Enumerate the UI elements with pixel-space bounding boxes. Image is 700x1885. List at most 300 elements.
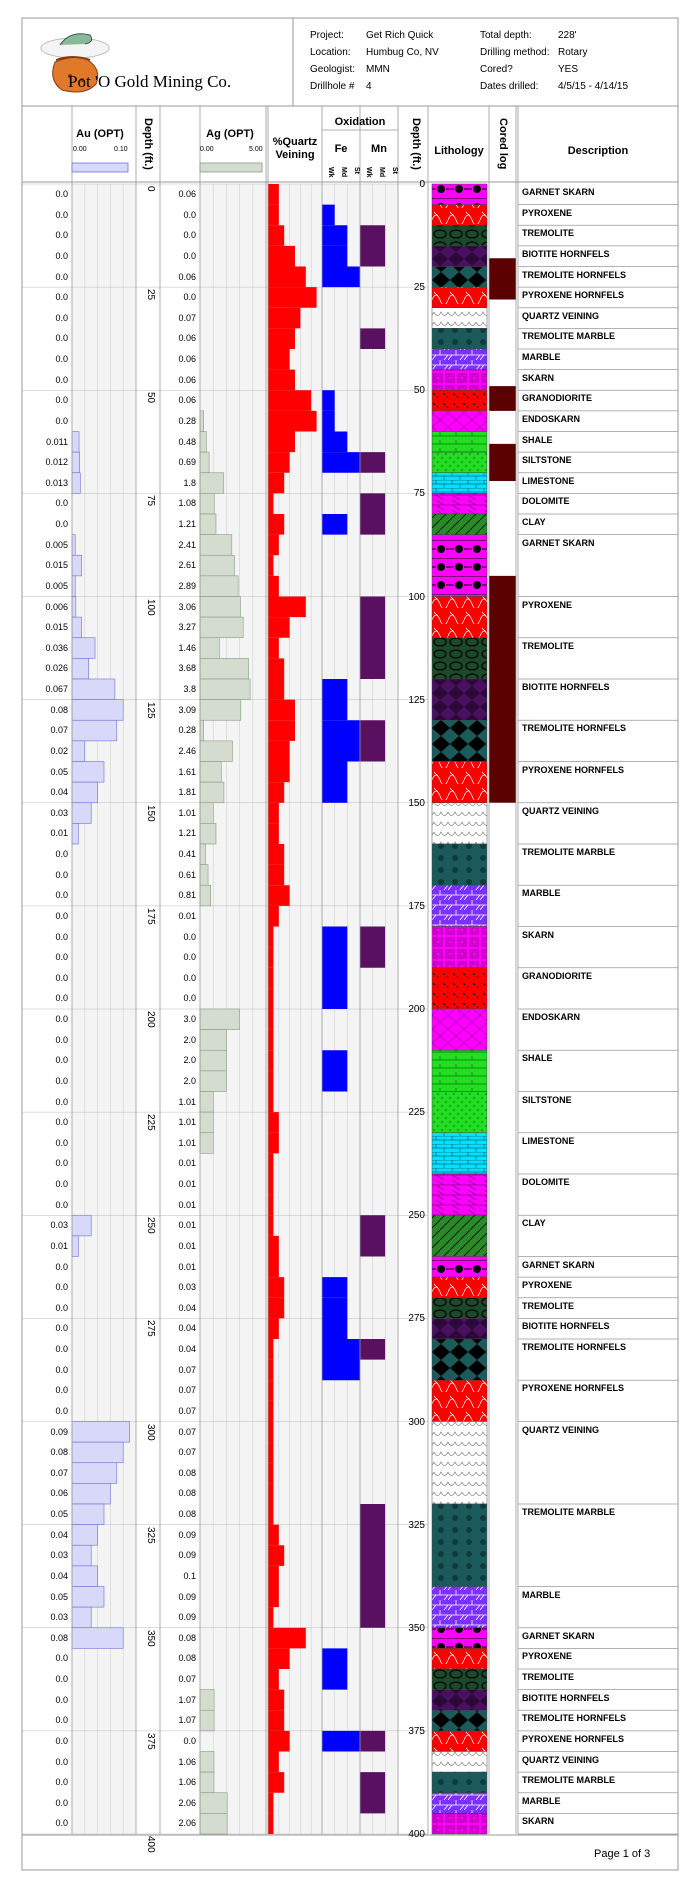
ag-value-25: 3.09 [178,704,196,715]
au-value-46: 0.0 [55,1137,68,1148]
quartz-column-title-1: %Quartz [272,136,318,148]
quartz-bar-16 [268,514,284,535]
au-value-69: 0.03 [50,1612,68,1623]
au-legend-swatch [72,163,128,172]
cored-log-column [489,258,516,803]
au-value-4: 0.0 [55,271,68,282]
ag-value-26: 0.28 [178,725,196,736]
ag-bar-34 [200,885,211,906]
au-value-68: 0.05 [50,1591,68,1602]
description-19: TREMOLITE [522,640,574,651]
description-5: PYROXENE HORNFELS [522,290,625,301]
description-4: TREMOLITE HORNFELS [522,269,626,280]
lithology-pyroxene-35 [432,1277,487,1298]
mn-bar-9 [360,1504,385,1628]
quartz-bar-43 [268,1071,273,1092]
ag-bar-40 [200,1009,240,1030]
quartz-bar-28 [268,762,290,783]
lithology-quartz-23 [432,803,487,844]
au-bar-61 [72,1442,123,1463]
description-11: ENDOSKARN [522,413,581,424]
description-33: CLAY [522,1218,546,1229]
au-value-28: 0.05 [50,766,68,777]
depth-left-tick-15: 375 [145,1732,156,1750]
ag-bar-78 [200,1793,227,1814]
depth-left-tick-8: 200 [145,1011,156,1028]
quartz-bar-32 [268,844,284,865]
ag-value-76: 1.06 [178,1756,196,1767]
description-43: GARNET SKARN [522,1630,595,1641]
mn-bar-2 [360,452,385,473]
au-value-78: 0.0 [55,1797,68,1808]
au-value-60: 0.09 [50,1426,68,1437]
description-31: LIMESTONE [522,1135,575,1146]
au-value-62: 0.07 [50,1467,68,1478]
ag-value-50: 0.01 [178,1220,196,1231]
au-value-65: 0.04 [50,1529,68,1540]
ag-value-3: 0.0 [183,250,196,261]
au-bar-28 [72,762,104,783]
fe-wk-label: Wk [327,167,334,178]
au-value-3: 0.0 [55,250,68,261]
lithology-shale-12 [432,432,487,453]
mn-wk-label: Wk [365,167,372,178]
ag-value-61: 0.07 [178,1447,196,1458]
depth-right-tick-9: 225 [408,1107,425,1119]
description-50: TREMOLITE MARBLE [522,1775,615,1786]
mn-bar-7 [360,1215,385,1256]
lithology-column-title: Lithology [434,145,484,157]
ag-bar-12 [200,432,206,453]
ag-bar-26 [200,720,204,741]
description-30: SILTSTONE [522,1094,572,1105]
lithology-marble-42 [432,1587,487,1628]
lithology-pyroxene-39 [432,1380,487,1421]
quartz-bar-68 [268,1587,279,1608]
ag-value-12: 0.48 [178,436,196,447]
au-bar-67 [72,1566,98,1587]
quartz-bar-31 [268,823,279,844]
lithology-granodiorite-27 [432,968,487,1009]
quartz-bar-36 [268,927,273,948]
lithology-tremhorn-47 [432,1710,487,1731]
ag-value-0: 0.06 [178,189,196,199]
fe-md-label: Md [340,167,347,178]
drilling-method-label: Drilling method: [480,47,550,58]
lithology-limestone-14 [432,473,487,494]
au-value-6: 0.0 [55,312,68,323]
total-depth-label: Total depth: [480,30,532,41]
au-value-2: 0.0 [55,230,68,241]
au-value-32: 0.0 [55,849,68,859]
lithology-granodiorite-10 [432,390,487,411]
quartz-bar-38 [268,968,273,989]
cored-value: YES [558,64,579,75]
ag-value-52: 0.01 [178,1261,196,1272]
ag-column-title: Ag (OPT) [206,128,254,140]
au-bar-17 [72,535,75,556]
quartz-bar-12 [268,432,295,453]
fe-bar-2 [322,246,347,267]
au-value-70: 0.08 [50,1632,68,1643]
ag-value-71: 0.08 [178,1653,196,1664]
description-10: GRANODIORITE [522,393,593,404]
au-bar-25 [72,700,123,721]
quartz-bar-27 [268,741,290,762]
depth-left-tick-10: 250 [145,1217,156,1234]
ag-value-21: 3.27 [178,622,196,633]
description-0: GARNET SKARN [522,187,595,197]
lithology-dolomite-15 [432,493,487,514]
description-23: QUARTZ VEINING [522,805,600,816]
au-value-41: 0.0 [55,1034,68,1045]
ag-value-33: 0.61 [178,869,196,880]
au-bar-26 [72,720,117,741]
ag-value-5: 0.0 [183,292,196,303]
ag-value-54: 0.04 [178,1302,196,1313]
fe-bar-14 [322,1277,347,1298]
au-bar-60 [72,1422,130,1443]
description-13: SILTSTONE [522,455,572,466]
au-value-61: 0.08 [50,1447,68,1458]
description-18: PYROXENE [522,599,573,610]
quartz-bar-65 [268,1525,279,1546]
mn-bar-1 [360,328,385,349]
ag-value-7: 0.06 [178,333,196,344]
au-value-15: 0.0 [55,498,68,509]
ag-value-41: 2.0 [183,1034,196,1045]
depth-right-tick-12: 300 [408,1416,425,1428]
au-bar-27 [72,741,85,762]
au-value-74: 0.0 [55,1715,68,1726]
au-value-20: 0.006 [45,601,68,612]
quartz-bar-77 [268,1772,284,1793]
ag-bar-16 [200,514,216,535]
au-bar-50 [72,1215,91,1236]
quartz-bar-56 [268,1339,273,1360]
quartz-bar-48 [268,1174,273,1195]
ag-value-67: 0.1 [183,1570,196,1581]
ag-value-65: 0.09 [178,1529,196,1540]
au-value-18: 0.015 [45,560,68,571]
au-value-55: 0.0 [55,1323,68,1334]
quartz-bar-67 [268,1566,279,1587]
ag-value-16: 1.21 [178,519,196,529]
ag-value-56: 0.04 [178,1344,196,1354]
quartz-bar-7 [268,328,295,349]
quartz-bar-37 [268,947,273,968]
quartz-bar-44 [268,1092,273,1113]
au-value-50: 0.03 [50,1220,68,1231]
ag-value-62: 0.08 [178,1467,196,1478]
au-value-47: 0.0 [55,1158,68,1169]
lithology-skarn-43 [432,1628,487,1649]
ag-value-38: 0.0 [183,972,196,983]
quartz-bar-35 [268,906,279,927]
ag-value-57: 0.07 [178,1364,196,1375]
ag-value-24: 3.8 [183,684,196,694]
depth-column-title-left: Depth (ft.) [142,118,154,170]
quartz-bar-33 [268,865,284,886]
lithology-clay-33 [432,1215,487,1256]
ag-value-2: 0.0 [183,230,196,241]
ag-value-47: 0.01 [178,1158,196,1169]
au-value-66: 0.03 [50,1550,68,1561]
ag-value-40: 3.0 [183,1014,196,1024]
oxidation-column-title: Oxidation [334,116,386,128]
fe-column-title: Fe [334,143,348,155]
cored-log-column-title: Cored log [497,118,509,170]
au-bar-63 [72,1483,110,1504]
location-label: Location: [310,47,351,58]
depth-left-tick-6: 150 [145,804,156,822]
description-51: MARBLE [522,1795,561,1806]
depth-right-tick-5: 125 [408,694,425,706]
description-38: TREMOLITE HORNFELS [522,1342,626,1352]
drillhole-label: Drillhole # [310,81,355,92]
depth-left-tick-4: 100 [145,598,156,616]
au-value-73: 0.0 [55,1694,68,1705]
description-48: PYROXENE HORNFELS [522,1733,625,1744]
au-bar-14 [72,473,80,494]
cored-interval-1 [489,386,516,411]
quartz-bar-55 [268,1318,279,1339]
ag-bar-41 [200,1030,226,1051]
au-value-0: 0.0 [55,189,68,199]
cored-interval-2 [489,444,516,481]
ag-value-51: 0.01 [178,1240,196,1251]
quartz-bar-46 [268,1133,279,1154]
ag-bar-11 [200,411,204,432]
au-bar-62 [72,1463,117,1484]
quartz-bar-10 [268,390,311,411]
quartz-bar-13 [268,452,290,473]
au-scale-max: 0.10 [114,146,128,153]
au-value-13: 0.012 [45,457,68,468]
ag-value-34: 0.81 [178,890,196,901]
au-value-7: 0.0 [55,333,68,344]
lithology-endoskarn-28 [432,1009,487,1050]
ag-value-69: 0.09 [178,1612,196,1623]
depth-right-tick-13: 325 [408,1519,425,1531]
au-value-42: 0.0 [55,1055,68,1066]
depth-left-tick-14: 350 [145,1629,156,1647]
quartz-bar-3 [268,246,295,267]
description-7: TREMOLITE MARBLE [522,331,615,342]
description-29: SHALE [522,1053,553,1064]
quartz-bar-71 [268,1648,290,1669]
depth-right-tick-8: 200 [408,1004,425,1015]
ag-value-11: 0.28 [178,415,196,426]
ag-value-29: 1.81 [178,787,196,798]
au-value-29: 0.04 [50,787,68,798]
ag-value-39: 0.0 [183,993,196,1004]
au-value-33: 0.0 [55,869,68,880]
au-bar-31 [72,823,78,844]
au-bar-18 [72,555,82,576]
quartz-bar-52 [268,1257,279,1278]
ag-scale-max: 5.00 [249,146,263,153]
quartz-bar-30 [268,803,279,824]
quartz-bar-79 [268,1813,273,1834]
quartz-bar-26 [268,720,295,741]
quartz-bar-53 [268,1277,284,1298]
geologist-label: Geologist: [310,64,356,75]
au-value-1: 0.0 [55,209,68,220]
ag-value-63: 0.08 [178,1488,196,1499]
ag-value-32: 0.41 [178,849,196,859]
quartz-bar-72 [268,1669,279,1690]
quartz-bar-57 [268,1360,273,1381]
ag-value-79: 2.06 [178,1818,196,1829]
quartz-bar-75 [268,1731,290,1752]
quartz-bar-18 [268,555,273,576]
ag-bar-17 [200,535,232,556]
quartz-bar-66 [268,1545,284,1566]
au-value-35: 0.0 [55,910,68,921]
dates-value: 4/5/15 - 4/14/15 [558,81,629,92]
mn-bar-10 [360,1731,385,1752]
drillhole-value: 4 [366,81,372,92]
au-value-17: 0.005 [45,539,68,550]
ag-value-37: 0.0 [183,952,196,963]
depth-left-tick-16: 400 [145,1836,156,1853]
fe-bar-4 [322,390,335,411]
quartz-bar-76 [268,1752,279,1773]
lithology-skarn-0 [432,184,487,205]
description-2: TREMOLITE [522,228,574,239]
ag-bar-31 [200,823,216,844]
description-42: MARBLE [522,1589,561,1600]
quartz-column-title-2: Veining [275,149,315,161]
au-value-22: 0.036 [45,642,68,653]
quartz-bar-47 [268,1153,273,1174]
au-value-72: 0.0 [55,1674,68,1684]
quartz-bar-1 [268,205,279,226]
fe-bar-13 [322,1050,347,1091]
ag-bar-21 [200,617,243,638]
cored-interval-0 [489,258,516,299]
ag-bar-23 [200,658,249,679]
ag-value-60: 0.07 [178,1426,196,1437]
ag-value-53: 0.03 [178,1282,196,1293]
lithology-tremhorn-21 [432,720,487,761]
cored-interval-3 [489,576,516,803]
company-name: Pot 'O Gold Mining Co. [68,72,232,91]
quartz-bar-50 [268,1215,273,1236]
description-24: TREMOLITE MARBLE [522,847,615,857]
description-20: BIOTITE HORNFELS [522,682,610,692]
description-column-title: Description [567,145,629,157]
description-26: SKARN [522,929,555,940]
lithology-tremmarble-41 [432,1504,487,1587]
au-value-56: 0.0 [55,1344,68,1354]
lithology-pyroxene-18 [432,597,487,638]
lithology-tremolite-19 [432,638,487,679]
ag-bar-33 [200,865,208,886]
mn-column-title: Mn [371,143,387,155]
fe-bar-6 [322,432,347,453]
quartz-bar-54 [268,1298,284,1319]
fe-bar-8 [322,514,347,535]
ag-bar-15 [200,493,214,514]
ag-bar-73 [200,1690,214,1711]
fe-bar-5 [322,411,335,432]
ag-value-15: 1.08 [178,498,196,509]
lithology-pyroxene-22 [432,762,487,803]
ag-value-27: 2.46 [178,745,196,756]
depth-left-tick-13: 325 [145,1526,156,1544]
ag-value-43: 2.0 [183,1075,196,1086]
au-value-25: 0.08 [50,704,68,715]
lithology-tremhorn-38 [432,1339,487,1380]
ag-bar-79 [200,1813,227,1834]
depth-right-tick-14: 350 [408,1622,425,1634]
quartz-bar-15 [268,493,273,514]
ag-bar-28 [200,762,221,783]
drilling-method-value: Rotary [558,47,588,58]
cored-label: Cored? [480,64,513,75]
depth-left-tick-5: 125 [145,701,156,719]
depth-right-tick-2: 50 [413,385,425,397]
au-value-10: 0.0 [55,395,68,406]
quartz-bar-40 [268,1009,273,1030]
quartz-bar-14 [268,473,284,494]
ag-value-55: 0.04 [178,1323,196,1334]
au-value-64: 0.05 [50,1509,68,1519]
description-22: PYROXENE HORNFELS [522,764,625,775]
ag-value-68: 0.09 [178,1591,196,1602]
au-bar-51 [72,1236,78,1257]
lithology-skarn2-26 [432,927,487,968]
quartz-bar-8 [268,349,290,370]
quartz-bar-29 [268,782,284,803]
au-bar-21 [72,617,82,638]
au-value-49: 0.0 [55,1199,68,1210]
mn-bar-4 [360,597,385,680]
au-value-38: 0.0 [55,972,68,983]
au-value-14: 0.013 [45,477,68,488]
lithology-siltstone-13 [432,452,487,473]
quartz-bar-70 [268,1628,306,1649]
depth-right-tick-16: 400 [408,1829,425,1840]
depth-left-tick-11: 275 [145,1320,156,1338]
description-34: GARNET SKARN [522,1259,595,1270]
ag-value-48: 0.01 [178,1179,196,1189]
quartz-bar-42 [268,1050,273,1071]
mn-bar-6 [360,927,385,968]
fe-bar-19 [322,1731,360,1752]
ag-bar-25 [200,700,241,721]
au-value-53: 0.0 [55,1282,68,1293]
lithology-siltstone-30 [432,1092,487,1133]
ag-value-64: 0.08 [178,1509,196,1519]
quartz-bar-59 [268,1401,273,1422]
ag-bar-76 [200,1752,214,1773]
quartz-bar-21 [268,617,290,638]
au-bar-29 [72,782,98,803]
au-value-30: 0.03 [50,807,68,818]
ag-value-30: 1.01 [178,807,196,818]
au-bar-20 [72,597,76,618]
ag-value-19: 2.89 [178,580,196,591]
description-21: TREMOLITE HORNFELS [522,723,626,734]
ag-value-74: 1.07 [178,1715,196,1726]
lithology-endoskarn-11 [432,411,487,432]
au-value-16: 0.0 [55,519,68,529]
depth-left-tick-7: 175 [145,907,156,925]
fe-bar-18 [322,1669,347,1690]
